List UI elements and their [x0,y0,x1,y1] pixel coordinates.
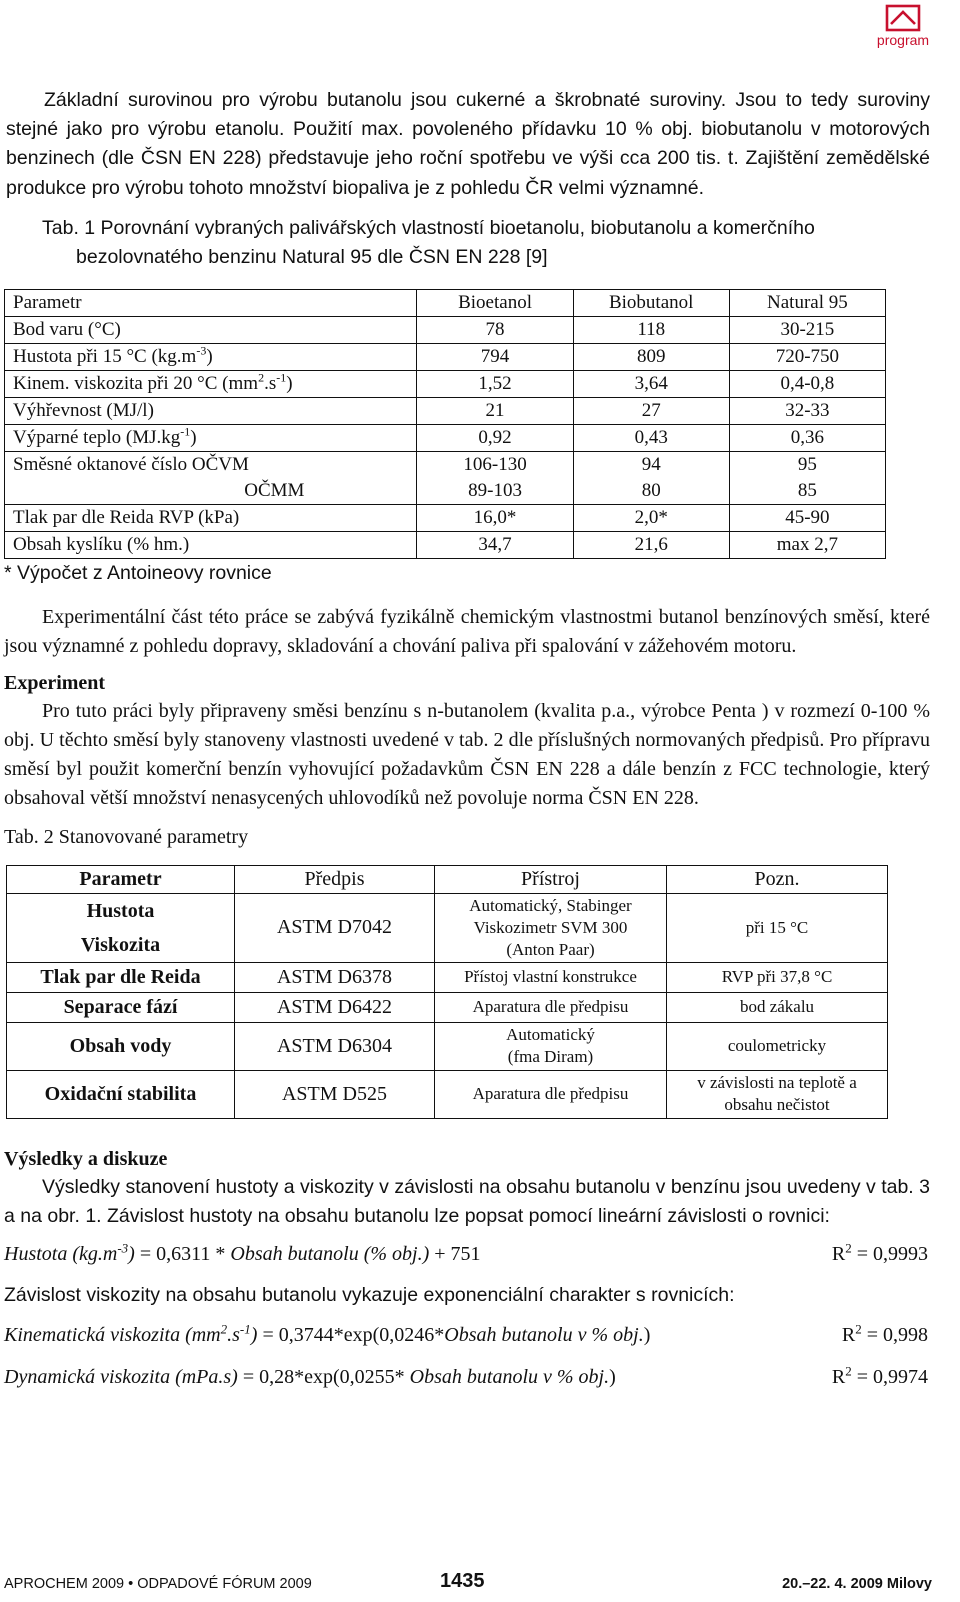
table2-param: Hustota [7,893,235,928]
table2-cell: ASTM D6304 [235,1022,435,1070]
table2-cell: Automatický, Stabinger Viskozimetr SVM 300 (Anton Paar) [435,893,667,962]
equation-kinematic-viscosity: Kinematická viskozita $(mm^2.s^{-1})$ = 0,3744*exp(0,0246*Obsah butanolu v % obj.) $R^2 = 0,998$ [4,1321,928,1346]
table1-label: Tlak par dle Reida RVP (kPa) [5,504,417,531]
table1-cell: max 2,7 [729,531,885,558]
heading-results: Výsledky a diskuze [4,1147,168,1170]
table2-cell: bod zákalu [667,992,888,1022]
page-content [0,86,960,1392]
table2-cell: coulometricky [667,1022,888,1070]
table1-cell: 34,7 [417,531,573,558]
table2-cell: při 15 °C [667,893,888,962]
table2-cell: Automatický (fma Diram) [435,1022,667,1070]
table1-cell: 94 [573,451,729,478]
table2-cell: Aparatura dle předpisu [435,1070,667,1118]
table2-cell: v závislosti na teplotě a obsahu nečistot [667,1070,888,1118]
table1-label: Kinem. viskozita při 20 °C $(mm^2.s^{-1})$ [5,370,417,397]
table-row [7,1022,888,1070]
program-logo-icon [885,4,921,32]
table2-header-row [7,865,888,893]
table1-cell: 0,36 [729,424,885,451]
table1-cell: 106-130 [417,451,573,478]
table1-cell: 80 [573,478,729,505]
table1-cell: 30-215 [729,316,885,343]
table1-cell: 85 [729,478,885,505]
table1-cell: 95 [729,451,885,478]
table2-param: Separace fází [7,992,235,1022]
table1-header-cell: Natural 95 [729,289,885,316]
table2-cell: Aparatura dle předpisu [435,992,667,1022]
table1-cell: 0,4-0,8 [729,370,885,397]
table1-label: Výparné teplo $(MJ.kg^{-1})$ [5,424,417,451]
table-row [5,316,886,343]
table2-cell: ASTM D6422 [235,992,435,1022]
table2-param: Obsah vody [7,1022,235,1070]
table1-cell: 45-90 [729,504,885,531]
table2-header-cell: Přístroj [435,865,667,893]
table-row [5,397,886,424]
program-logo [872,4,934,48]
logo-text: program [876,32,930,48]
table2-caption: Tab. 2 Stanovované parametry [4,825,249,848]
table-row [5,424,886,451]
table1 [4,289,886,559]
table1-cell: 3,64 [573,370,729,397]
table1-cell: 78 [417,316,573,343]
table2-header-cell: Předpis [235,865,435,893]
table-row [5,370,886,397]
table2-cell: ASTM D7042 [235,893,435,962]
table-row [7,992,888,1022]
equation-dynamic-viscosity: Dynamická viskozita (mPa.s) = 0,28*exp(0,0255* Obsah butanolu v % obj.) $R^2 = 0,9974$ [4,1363,928,1388]
table1-cell: 27 [573,397,729,424]
table-row [7,962,888,992]
table-row [5,504,886,531]
table1-cell: 809 [573,343,729,370]
table1-cell: 0,92 [417,424,573,451]
table-row [5,531,886,558]
table2-header-cell: Pozn. [667,865,888,893]
table1-cell: 16,0* [417,504,573,531]
table1-label: OČMM [5,478,417,505]
page-number: 1435 [440,1570,485,1592]
table2-param: Oxidační stabilita [7,1070,235,1118]
table-row [7,1070,888,1118]
paragraph-experiment: Pro tuto práci byly připraveny směsi benzínu s n-butanolem (kvalita p.a., výrobce Penta ) v rozmezí 0-100 % obj. U těchto směsí byly stanoveny vlastnosti uvedené v tab. 2 dle příslušných normovaných předpisů. Pro přípravu směsí byl použit komerční benzín vyhovující požadavkům ČSN EN 228 a dále benzín z FCC technologie, který obsahoval větší množství nenasycených uhlovodíků než povoluje norma ČSN EN 228. [4,699,930,809]
table1-header-cell: Bioetanol [417,289,573,316]
table1-note: * Výpočet z Antoineovy rovnice [4,561,272,584]
table1-cell: 21,6 [573,531,729,558]
paragraph-viscosity: Závislost viskozity na obsahu butanolu vykazuje exponenciální charakter s rovnicích: [4,1283,735,1306]
table1-cell: 1,52 [417,370,573,397]
table-row [7,893,888,928]
table2-header-cell: Parametr [7,865,235,893]
table1-cell: 32-33 [729,397,885,424]
table2-cell: RVP při 37,8 °C [667,962,888,992]
table1-caption: Tab. 1 Porovnání vybraných palivářských vlastností bioetanolu, biobutanolu a komerčního bezolovnatého benzinu Natural 95 dle ČSN EN 228 [9] [42,216,815,268]
table1-label: Výhřevnost (MJ/l) [5,397,417,424]
footer-date-place: 20.–22. 4. 2009 Milovy [782,1576,932,1592]
table1-label: Směsné oktanové číslo OČVM [5,451,417,478]
page-footer [0,1570,960,1598]
paragraph-experimental: Experimentální část této práce se zabývá fyzikálně chemickým vlastnostmi butanol benzínových směsí, které jsou významné z pohledu dopravy, skladování a chování paliva při spalování v zážehovém motoru. [4,605,930,657]
table2-cell: ASTM D6378 [235,962,435,992]
table1-cell: 21 [417,397,573,424]
table1-header-row [5,289,886,316]
table1-cell: 0,43 [573,424,729,451]
table2-param: Tlak par dle Reida [7,962,235,992]
table-row [5,343,886,370]
footer-conference: APROCHEM 2009 • ODPADOVÉ FÓRUM 2009 [4,1576,312,1592]
table1-cell: 89-103 [417,478,573,505]
table1-cell: 118 [573,316,729,343]
table2-cell: Přístoj vlastní konstrukce [435,962,667,992]
table1-label: Hustota při 15 °C $(kg.m^{-3})$ [5,343,417,370]
table-row [5,478,886,505]
equation-density: Hustota $(kg.m^{-3}) = 0,6311$ * Obsah butanolu (% obj.) + 751 $R^2 = 0,9993$ [4,1240,928,1265]
table2-param: Viskozita [7,928,235,962]
table2 [6,865,888,1119]
table-row [5,451,886,478]
table1-header-cell: Parametr [5,289,417,316]
table1-cell: 2,0* [573,504,729,531]
table1-label: Bod varu (°C) [5,316,417,343]
heading-experiment: Experiment [4,671,106,694]
table1-cell: 720-750 [729,343,885,370]
table1-label: Obsah kyslíku (% hm.) [5,531,417,558]
table1-cell: 794 [417,343,573,370]
paragraph-results: Výsledky stanovení hustoty a viskozity v závislosti na obsahu butanolu v benzínu jsou uvedeny v tab. 3 a na obr. 1. Závislost hustoty na obsahu butanolu lze popsat pomocí lineární závislosti o rovnici: [4,1175,930,1227]
intro-paragraph: Základní surovinou pro výrobu butanolu jsou cukerné a škrobnaté suroviny. Jsou to tedy suroviny stejné jako pro výrobu etanolu. Použití max. povoleného přídavku 10 % obj. biobutanolu v motorových benzinech (dle ČSN EN 228) představuje jeho roční spotřebu ve výši cca 200 tis. t. Zajištění zemědělské produkce pro výrobu tohoto množství biopaliva je z pohledu ČR velmi významné. [6,89,930,199]
table1-header-cell: Biobutanol [573,289,729,316]
table2-cell: ASTM D525 [235,1070,435,1118]
